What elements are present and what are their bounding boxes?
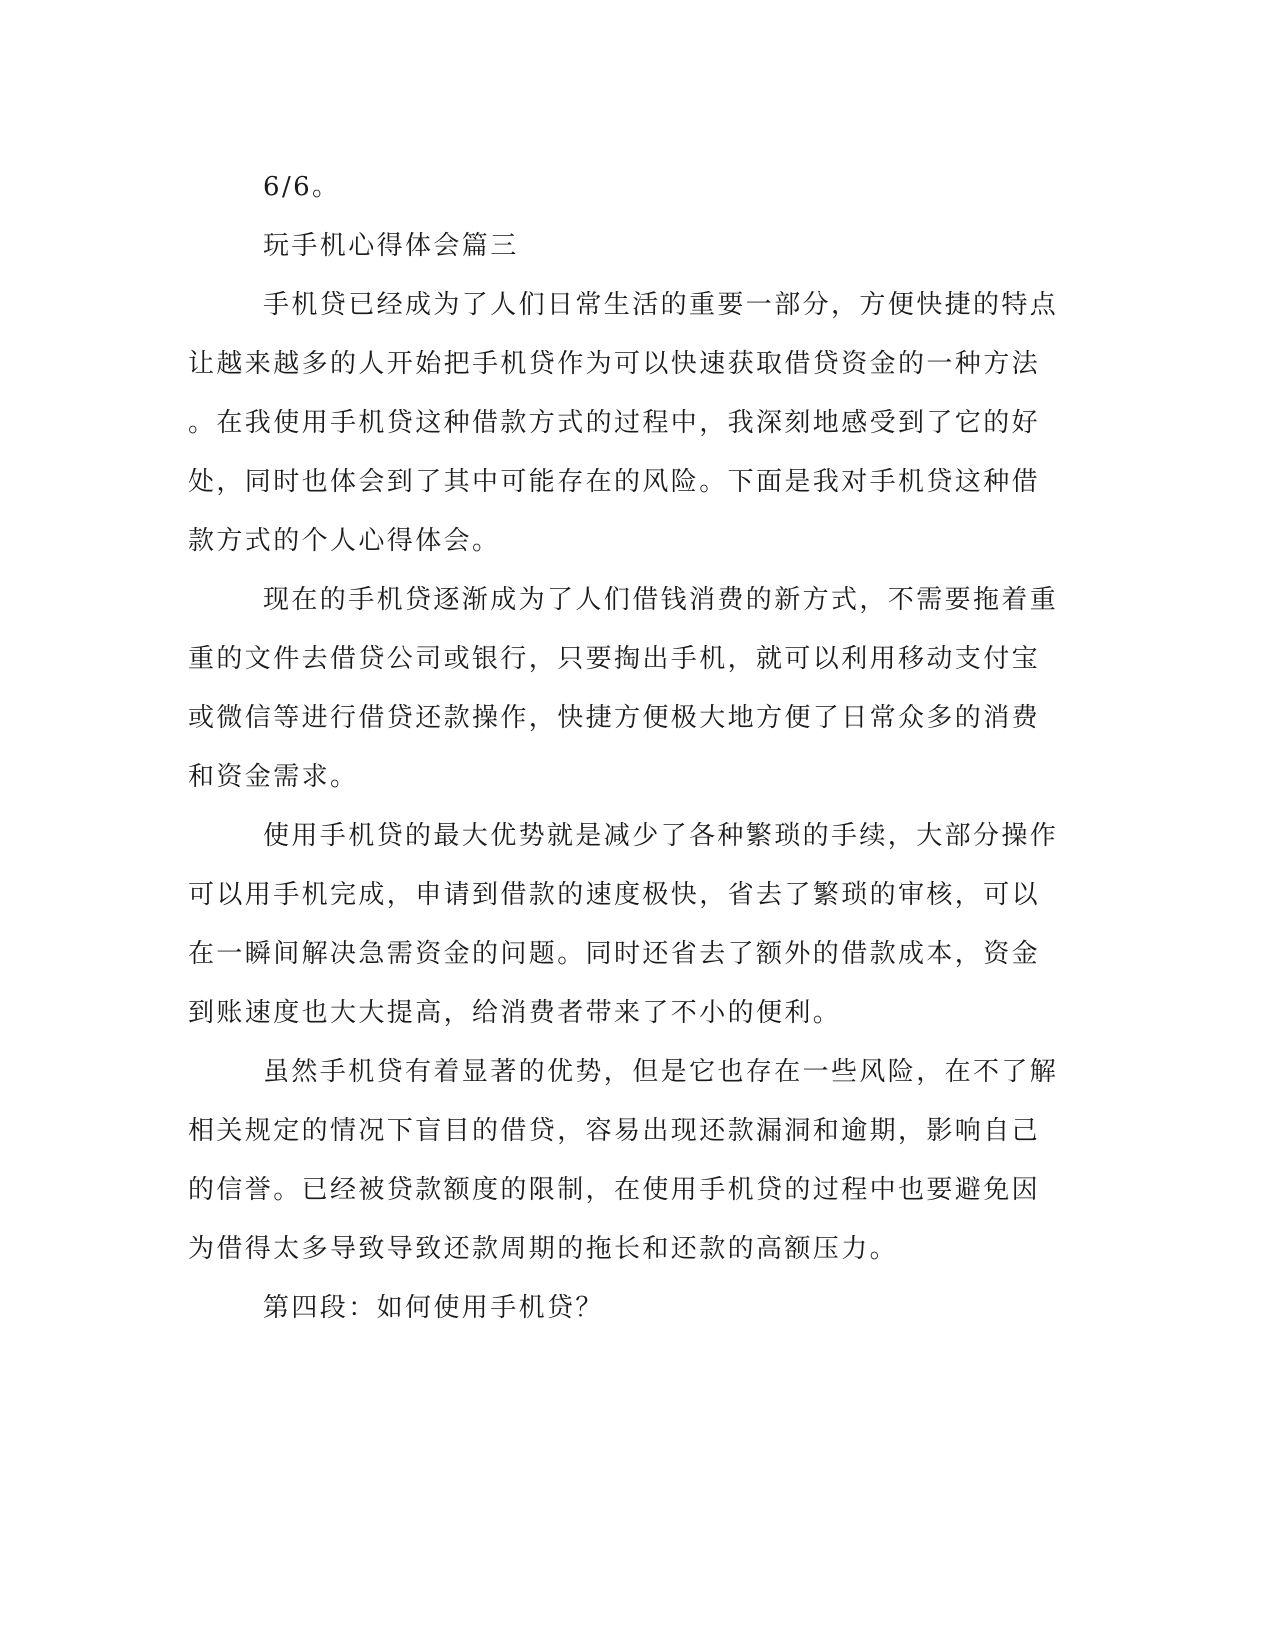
page-reference: 6/6。 <box>263 172 341 202</box>
paragraph-line: 和资金需求。 <box>188 762 359 792</box>
paragraph-line: 使用手机贷的最大优势就是减少了各种繁琐的手续，大部分操作 <box>263 821 1059 851</box>
paragraph-line: 重的文件去借贷公司或银行，只要掏出手机，就可以利用移动支付宝 <box>188 644 1041 674</box>
section-heading: 第四段：如何使用手机贷？ <box>263 1293 604 1323</box>
paragraph-line: 让越来越多的人开始把手机贷作为可以快速获取借贷资金的一种方法 <box>188 349 1041 379</box>
paragraph-line: 处，同时也体会到了其中可能存在的风险。下面是我对手机贷这种借 <box>188 467 1041 497</box>
paragraph-line: 款方式的个人心得体会。 <box>188 526 501 556</box>
paragraph-line: 虽然手机贷有着显著的优势，但是它也存在一些风险，在不了解 <box>263 1057 1059 1087</box>
paragraph-line: 在一瞬间解决急需资金的问题。同时还省去了额外的借款成本，资金 <box>188 939 1041 969</box>
paragraph-line: 现在的手机贷逐渐成为了人们借钱消费的新方式，不需要拖着重 <box>263 585 1059 615</box>
paragraph-line: 为借得太多导致导致还款周期的拖长和还款的高额压力。 <box>188 1234 899 1264</box>
document-heading: 玩手机心得体会篇三 <box>263 231 519 261</box>
paragraph-line: 手机贷已经成为了人们日常生活的重要一部分，方便快捷的特点 <box>263 290 1059 320</box>
paragraph-line: 。在我使用手机贷这种借款方式的过程中，我深刻地感受到了它的好 <box>188 408 1041 438</box>
paragraph-line: 或微信等进行借贷还款操作，快捷方便极大地方便了日常众多的消费 <box>188 703 1041 733</box>
paragraph-line: 可以用手机完成，申请到借款的速度极快，省去了繁琐的审核，可以 <box>188 880 1041 910</box>
paragraph-line: 到账速度也大大提高，给消费者带来了不小的便利。 <box>188 998 842 1028</box>
paragraph-line: 相关规定的情况下盲目的借贷，容易出现还款漏洞和逾期，影响自己 <box>188 1116 1041 1146</box>
paragraph-line: 的信誉。已经被贷款额度的限制，在使用手机贷的过程中也要避免因 <box>188 1175 1041 1205</box>
